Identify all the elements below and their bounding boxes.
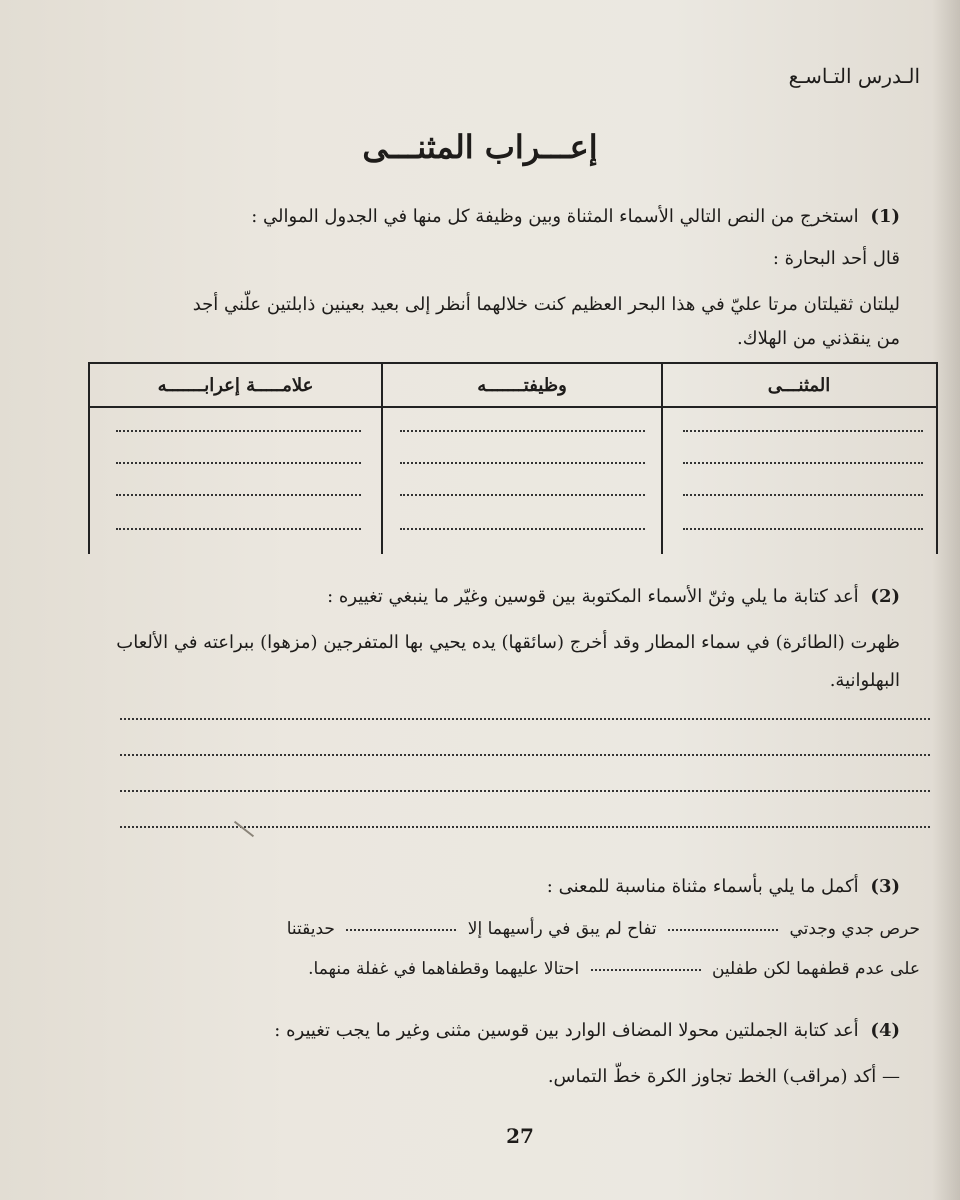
table-header-dual: المثنـــى (767, 375, 831, 396)
q2-number: (2) (870, 586, 900, 607)
q4-instruction-line (60, 1018, 900, 1044)
q3-line2-a: على عدم قطفهما لكن طفلين (711, 959, 920, 979)
table-answer-line[interactable] (683, 494, 923, 496)
q3-line1 (40, 916, 920, 942)
q3-line1-b: تفاح لم يبق في رأسيهما إلا (467, 919, 657, 939)
table-answer-line[interactable] (683, 430, 923, 432)
q3-line1-c: حديقتنا (286, 919, 335, 939)
table-answer-line[interactable] (400, 528, 645, 530)
table-answer-line[interactable] (400, 430, 645, 432)
q4-sentence: — أكد (مراقب) الخط تجاوز الكرة خطّ التماس. (547, 1066, 900, 1087)
q3-instruction: أكمل ما يلي بأسماء مثناة مناسبة للمعنى : (546, 876, 859, 897)
page-number: 27 (506, 1124, 534, 1148)
q3-blank[interactable] (668, 929, 778, 931)
q1-number: (1) (870, 206, 900, 227)
q2-instruction: أعد كتابة ما يلي وثنّ الأسماء المكتوبة بين قوسين وغيّر ما ينبغي تغييره : (327, 586, 859, 607)
q3-number: (3) (870, 876, 900, 897)
table-answer-line[interactable] (400, 462, 645, 464)
q3-blank[interactable] (346, 929, 456, 931)
q2-answer-line[interactable] (120, 790, 930, 792)
q1-instruction-line (60, 204, 900, 230)
table-header-function: وظيفتـــــــه (477, 375, 567, 396)
q3-instruction-line (60, 874, 900, 900)
q3-blank[interactable] (591, 969, 701, 971)
page-title: إعـــراب المثنـــى (362, 128, 598, 166)
page-edge-shadow (932, 0, 960, 1200)
q1-passage-line1: ليلتان ثقيلتان مرتا عليّ في هذا البحر العظيم كنت خلالهما أنظر إلى بعيد بعينين ذابلتين علّني أجد (192, 294, 900, 315)
q3-line2-b: احتالا عليهما وقطفاهما في غفلة منهما. (308, 959, 580, 979)
q2-answer-line[interactable] (120, 718, 930, 720)
q2-passage: ظهرت (الطائرة) في سماء المطار وقد أخرج (سائقها) يده يحيي بها المتفرجين (مزهوا) ببراعته في الألعاب البهلوانية. (116, 632, 900, 691)
q3-line1-a: حرص جدي وجدتي (789, 919, 920, 939)
table-answer-line[interactable] (116, 462, 361, 464)
table-answer-line[interactable] (683, 462, 923, 464)
lesson-label: الـدرس التـاسـع (788, 64, 920, 88)
table-answer-line[interactable] (116, 430, 361, 432)
q2-answer-line[interactable] (120, 754, 930, 756)
answer-table (88, 362, 938, 554)
q1-instruction: استخرج من النص التالي الأسماء المثناة وبين وظيفة كل منها في الجدول الموالي : (251, 206, 859, 227)
q1-intro: قال أحد البحارة : (772, 248, 900, 269)
q4-instruction: أعد كتابة الجملتين محولا المضاف الوارد بين قوسين مثنى وغير ما يجب تغييره : (274, 1020, 859, 1041)
table-header-case-marker: علامـــــة إعرابـــــــه (157, 375, 314, 396)
q2-instruction-line (60, 584, 900, 610)
q1-passage-line2: من ينقذني من الهلاك. (737, 328, 900, 349)
table-answer-line[interactable] (683, 528, 923, 530)
q4-number: (4) (870, 1020, 900, 1041)
table-answer-line[interactable] (400, 494, 645, 496)
table-border (936, 364, 938, 554)
q3-line2 (40, 956, 920, 982)
table-answer-line[interactable] (116, 494, 361, 496)
table-answer-line[interactable] (116, 528, 361, 530)
pen-mark (234, 821, 254, 837)
